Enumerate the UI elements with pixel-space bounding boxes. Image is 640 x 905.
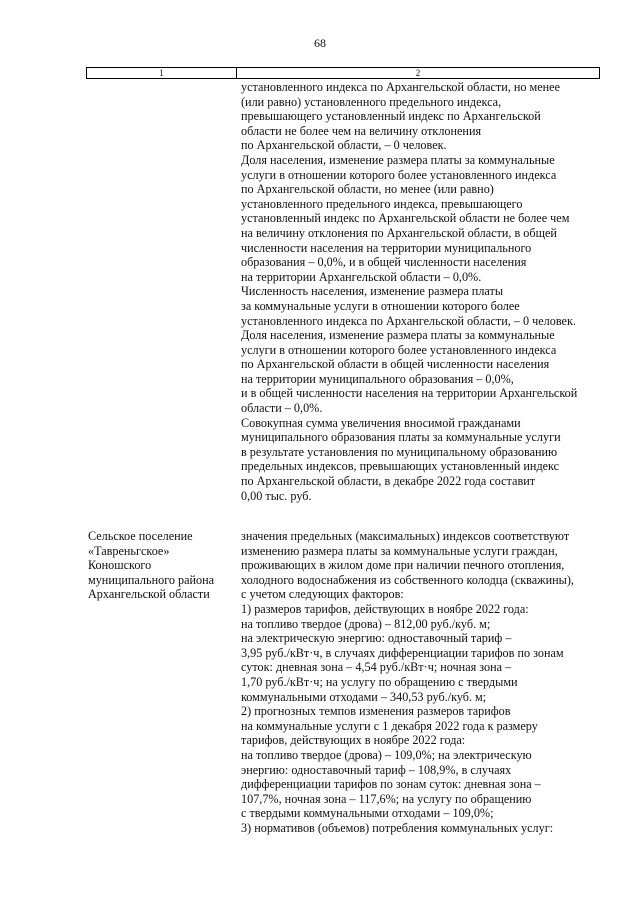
text-line: по Архангельской области в общей численности населения: [241, 357, 550, 372]
table-header-col2: 2: [415, 68, 421, 78]
text-line: установленный индекс по Архангельской области не более чем: [241, 211, 570, 226]
text-line: численности населения на территории муниципального: [241, 240, 532, 255]
text-line: на величину отклонения по Архангельской области, в общей: [241, 225, 557, 240]
block1-text: [241, 80, 603, 503]
text-line: Коношского: [88, 558, 152, 573]
text-line: образования – 0,0%, и в общей численности населения: [241, 255, 527, 270]
text-line: на топливо твердое (дрова) – 812,00 руб./куб. м;: [241, 616, 491, 631]
text-line: с учетом следующих факторов:: [241, 587, 404, 602]
text-line: на топливо твердое (дрова) – 109,0%; на электрическую: [241, 747, 532, 762]
text-line: коммунальными отходами – 340,53 руб./куб. м;: [241, 689, 487, 704]
text-line: на коммунальные услуги с 1 декабря 2022 года к размеру: [241, 718, 538, 733]
text-line: на территории Архангельской области – 0,0%.: [241, 269, 482, 284]
text-line: значения предельных (максимальных) индексов соответствуют: [241, 529, 570, 543]
text-line: суток: дневная зона – 4,54 руб./кВт·ч; ночная зона –: [241, 660, 512, 675]
table-header-row: [86, 67, 600, 79]
text-line: по Архангельской области, но менее (или равно): [241, 182, 494, 197]
text-line: в результате установления по муниципальному образованию: [241, 444, 558, 459]
municipality-name: [88, 529, 234, 602]
text-line: Сельское поселение: [88, 529, 193, 543]
text-line: 2) прогнозных темпов изменения размеров тарифов: [241, 704, 511, 719]
text-line: установленного индекса по Архангельской области, – 0 человек.: [241, 313, 576, 328]
text-line: «Тавреньгское»: [88, 543, 170, 558]
text-line: холодного водоснабжения из собственного колодца (скважины),: [241, 572, 574, 587]
text-line: и в общей численности населения на территории Архангельской: [241, 386, 578, 401]
block2-text: [241, 529, 603, 835]
text-line: на территории муниципального образования – 0,0%,: [241, 371, 514, 386]
text-line: 1) размеров тарифов, действующих в ноябре 2022 года:: [241, 601, 529, 616]
text-line: 0,00 тыс. руб.: [241, 488, 312, 503]
text-line: энергию: одноставочный тариф – 108,9%, в случаях: [241, 762, 512, 777]
text-line: Совокупная сумма увеличения вносимой гражданами: [241, 415, 521, 430]
page-number: 68: [314, 36, 326, 50]
text-line: Численность населения, изменение размера платы: [241, 284, 504, 299]
text-line: на электрическую энергию: одноставочный тариф –: [241, 631, 512, 646]
text-line: за коммунальные услуги в отношении которого более: [241, 298, 520, 313]
text-line: муниципального района: [88, 572, 215, 587]
text-line: Доля населения, изменение размера платы за коммунальные: [241, 152, 555, 167]
text-line: проживающих в жилом доме при наличии печного отопления,: [241, 558, 565, 573]
text-line: 1,70 руб./кВт·ч; на услугу по обращению с твердыми: [241, 674, 518, 689]
text-line: предельных индексов, превышающих установленный индекс: [241, 459, 560, 474]
text-line: превышающего установленный индекс по Архангельской: [241, 109, 541, 124]
table-header-col1: 1: [87, 68, 237, 78]
text-line: области не более чем на величину отклонения: [241, 123, 482, 138]
text-line: дифференциации тарифов по зонам суток: дневная зона –: [241, 777, 541, 792]
text-line: установленного индекса по Архангельской области, но менее: [241, 80, 560, 94]
text-line: 3,95 руб./кВт·ч, в случаях дифференциации тарифов по зонам: [241, 645, 564, 660]
text-line: установленного предельного индекса, превышающего: [241, 196, 523, 211]
text-line: 107,7%, ночная зона – 117,6%; на услугу по обращению: [241, 791, 532, 806]
text-line: области – 0,0%.: [241, 401, 323, 416]
text-line: услуги в отношении которого более установленного индекса: [241, 167, 557, 182]
text-line: изменению размера платы за коммунальные услуги граждан,: [241, 543, 558, 558]
text-line: (или равно) установленного предельного индекса,: [241, 94, 502, 109]
text-line: по Архангельской области, в декабре 2022 года составит: [241, 474, 536, 489]
text-line: муниципального образования платы за коммунальные услуги: [241, 430, 561, 445]
text-line: Архангельской области: [88, 587, 210, 602]
text-line: по Архангельской области, – 0 человек.: [241, 138, 447, 153]
text-line: с твердыми коммунальными отходами – 109,0%;: [241, 806, 494, 821]
text-line: услуги в отношении которого более установленного индекса: [241, 342, 557, 357]
text-line: Доля населения, изменение размера платы за коммунальные: [241, 328, 555, 343]
text-line: 3) нормативов (объемов) потребления коммунальных услуг:: [241, 820, 554, 835]
text-line: тарифов, действующих в ноябре 2022 года:: [241, 733, 466, 748]
